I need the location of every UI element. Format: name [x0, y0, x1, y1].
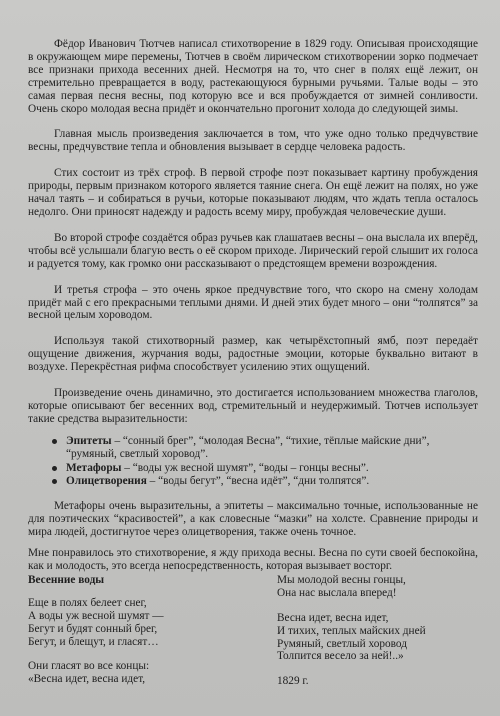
poem-right-column — [273, 574, 478, 688]
paragraph-intro: Фёдор Иванович Тютчев написал стихотворение в 1829 году. Описывая происходящие в окружающем мире перемены, Тютчев в своём лирическом стихотворении зорко подмечает все признаки прихода весенних дней. Несмотря на то, что снег в полях ещё лежит, он стремительно превращается в воду, растекающуюся бурными ручьями. Талые воды – это самая первая песня весны, под которую все и вся пробуждается от зимней сонливости. Очень скоро молодая весна придёт и окончательно прогонит холода до следующей зимы. — [28, 38, 478, 115]
poem-line: Бегут и будят сонный брег, — [28, 622, 158, 635]
stanza-gap — [28, 648, 273, 660]
device-text: – “воды уж весной шумят”, “воды – гонцы весны”. — [121, 461, 369, 474]
poem-line: Весна идет, весна идет, — [277, 611, 389, 624]
paragraph-dynamics: Произведение очень динамично, это достигается использованием множества глаголов, которые описывают бег весенних вод, стремительный и неудержимый. Тютчев использует такие средства выразительности: — [28, 387, 478, 425]
poem-title: Весенние воды — [28, 573, 105, 586]
list-item — [54, 475, 478, 488]
stanza-gap — [277, 600, 478, 612]
device-text: – “воды бегут”, “весна идёт”, “дни толпятся”. — [146, 475, 370, 488]
paragraph-metaphors: Метафоры очень выразительны, а эпитеты – максимально точные, использованные не для поэтических “красивостей”, а как словесные “мазки” на холсте. Сравнение природы и мира людей, достигнутое через олицетворения, также очень точное. — [28, 500, 478, 539]
poem-left-column — [28, 574, 273, 688]
poem-year: 1829 г. — [277, 675, 309, 688]
poem-line: Она нас выслала вперед! — [277, 586, 397, 599]
device-term: Метафоры — [66, 461, 122, 474]
paragraph-opinion: Мне понравилось это стихотворение, я жду прихода весны. Весна по сути своей беспокойна, как и молодость, это всегда непосредственность, которая вызывает восторг. — [28, 547, 478, 572]
poem-block — [28, 574, 478, 688]
paragraph-main-idea: Главная мысль произведения заключается в том, что уже одно только предчувствие весны, предчувствие тепла и обновления вызывает в сердце человека радость. — [28, 128, 478, 154]
device-term: Эпитеты — [66, 434, 112, 447]
poem-line: «Весна идет, весна идет, — [28, 673, 146, 686]
poem-line: Румяный, светлый хоровод — [277, 637, 407, 650]
paragraph-second-stanza: Во второй строфе создаётся образ ручьев как глашатаев весны – она выслала их вперёд, чтобы всё услышали благую весть о её скором приходе. Лирический герой слышит их голоса и радуется тому, как громко они рассказывают о предстоящем времени возрождения. — [28, 231, 478, 270]
device-text: – “сонный брег”, “молодая Весна”, “тихие, тёплые майские дни”, “румяный, светлый хоровод”. — [66, 434, 430, 460]
paragraph-structure: Стих состоит из трёх строф. В первой строфе поэт показывает картину пробуждения природы, первым признаком которого является таяние снега. Он ещё лежит на полях, но уже начал таять – и собираться в ручьи, которые показывают людям, что ждать тепла осталось недолго. Они приносят надежду и радость всему миру, пробуждая человеческие души. — [28, 167, 478, 218]
poem-line: Толпится весело за ней!..» — [277, 650, 404, 663]
poem-line: Они гласят во все концы: — [28, 660, 150, 673]
devices-list — [28, 435, 478, 489]
poem-line: Бегут, и блещут, и гласят… — [28, 635, 159, 648]
list-item — [54, 435, 478, 461]
poem-line: И тихих, теплых майских дней — [277, 624, 426, 637]
device-term: Олицетворения — [66, 475, 147, 488]
paragraph-third-stanza: И третья строфа – это очень яркое предчувствие того, что скоро на смену холодам придёт май с его прекрасными теплыми днями. И дней этих будет много – они “толпятся” за весной целым хороводом. — [28, 283, 478, 322]
list-item — [54, 462, 478, 475]
poem-line: Еще в полях белеет снег, — [28, 596, 147, 609]
poem-line: Мы молодой весны гонцы, — [277, 573, 406, 586]
poem-line: А воды уж весной шумят — — [28, 609, 164, 622]
paragraph-meter: Используя такой стихотворный размер, как четырёхстопный ямб, поэт передаёт ощущение движения, журчания воды, радостные эмоции, которые буквально витают в воздухе. Перекрёстная рифма способствует усилению этих ощущений. — [28, 335, 478, 374]
